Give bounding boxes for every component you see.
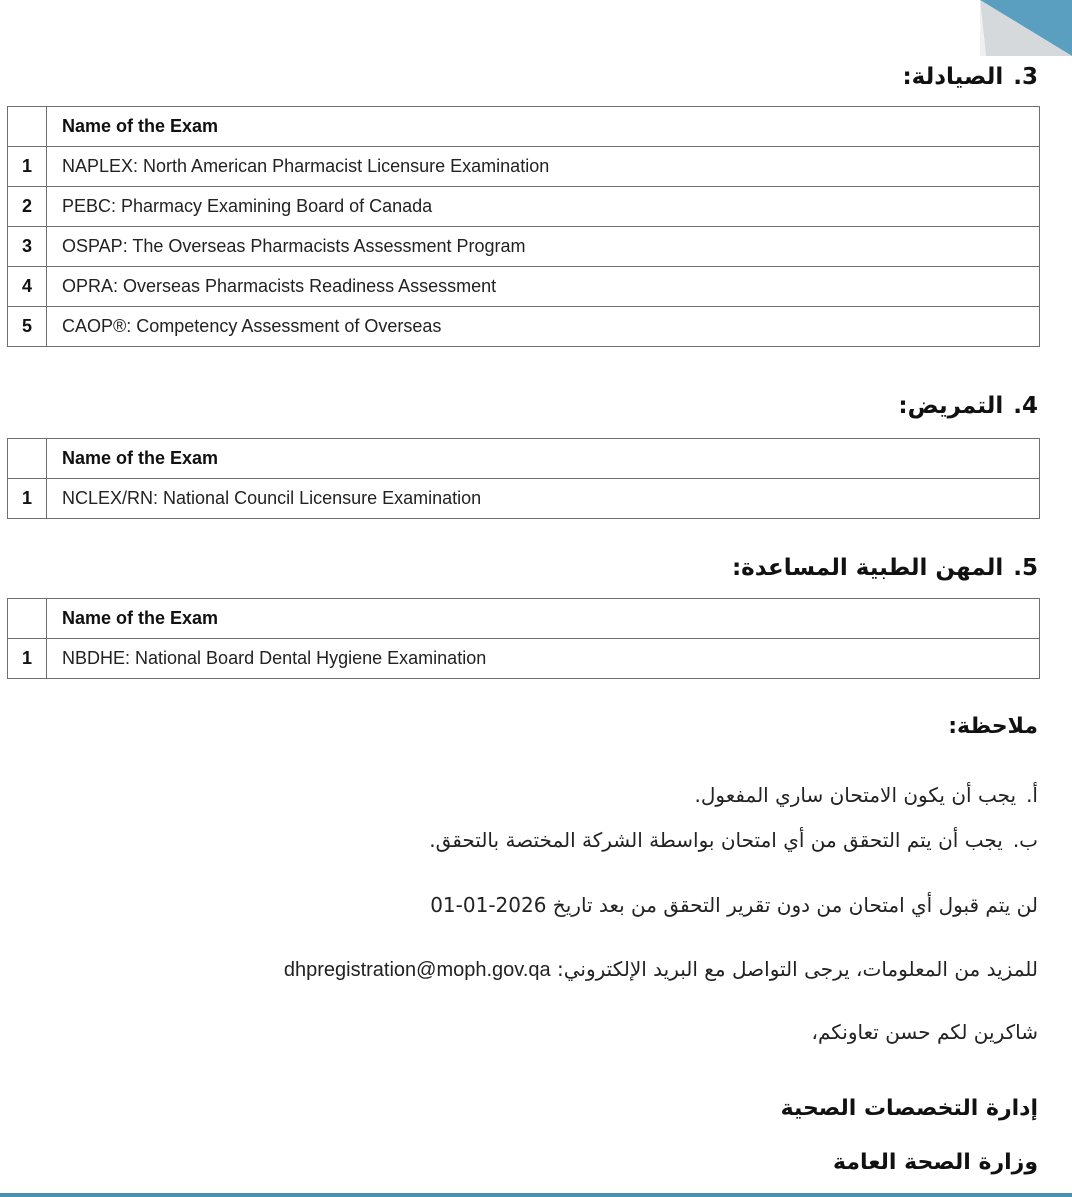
pharmacists-exam-table [7,106,1040,347]
row-index: 1 [8,639,47,679]
section-title-pharmacists [902,64,1038,90]
section-number: 4. [1013,393,1038,419]
row-index: 5 [8,307,47,347]
table-header-cell: Name of the Exam [47,439,1040,479]
note-item-text: يجب أن يكون الامتحان ساري المفعول. [694,783,1017,807]
note-item-text: يجب أن يتم التحقق من أي امتحان بواسطة الشركة المختصة بالتحقق. [429,828,1003,852]
page-corner-fold-icon [980,0,1072,56]
row-index: 1 [8,147,47,187]
table-header-row [8,599,1040,639]
note-item-a [695,783,1038,807]
exam-name: PEBC: Pharmacy Examining Board of Canada [47,187,1040,227]
table-header-row [8,107,1040,147]
section-title-allied-health [732,555,1038,581]
note-heading: ملاحظة: [948,714,1038,739]
exam-name: OSPAP: The Overseas Pharmacists Assessment Program [47,227,1040,267]
row-index: 2 [8,187,47,227]
section-title-nursing [898,393,1038,419]
table-row [8,479,1040,519]
note-item-marker: أ. [1026,783,1038,807]
table-row [8,639,1040,679]
table-corner-cell [8,107,47,147]
table-header-cell: Name of the Exam [47,107,1040,147]
exam-name: NAPLEX: North American Pharmacist Licensure Examination [47,147,1040,187]
table-row [8,227,1040,267]
exam-name: CAOP®: Competency Assessment of Overseas [47,307,1040,347]
table-corner-cell [8,599,47,639]
section-label: المهن الطبية المساعدة: [731,555,1004,581]
note-item-marker: ب. [1012,828,1038,852]
exam-name: NBDHE: National Board Dental Hygiene Examination [47,639,1040,679]
section-number: 3. [1013,64,1038,90]
table-header-cell: Name of the Exam [47,599,1040,639]
table-corner-cell [8,439,47,479]
deadline-notice: لن يتم قبول أي امتحان من دون تقرير التحقق من بعد تاريخ 2026-01-01 [430,893,1038,917]
ministry-name: وزارة الصحة العامة [833,1150,1038,1175]
note-item-b [429,828,1038,852]
bottom-accent-bar [0,1193,1072,1197]
contact-email-link[interactable]: dhpregistration@moph.gov.qa [283,959,551,981]
table-row [8,267,1040,307]
table-row [8,307,1040,347]
row-index: 1 [8,479,47,519]
allied-health-exam-table [7,598,1040,679]
exam-name: OPRA: Overseas Pharmacists Readiness Assessment [47,267,1040,307]
section-label: التمريض: [898,393,1004,419]
table-row [8,187,1040,227]
table-header-row [8,439,1040,479]
contact-line [284,957,1038,982]
section-number: 5. [1013,555,1038,581]
department-name: إدارة التخصصات الصحية [780,1096,1038,1121]
row-index: 4 [8,267,47,307]
exam-name: NCLEX/RN: National Council Licensure Examination [47,479,1040,519]
nursing-exam-table [7,438,1040,519]
row-index: 3 [8,227,47,267]
section-label: الصيادلة: [902,64,1004,90]
contact-prefix: للمزيد من المعلومات، يرجى التواصل مع البريد الإلكتروني: [556,957,1038,981]
table-row [8,147,1040,187]
thanks-line: شاكرين لكم حسن تعاونكم، [811,1020,1038,1044]
